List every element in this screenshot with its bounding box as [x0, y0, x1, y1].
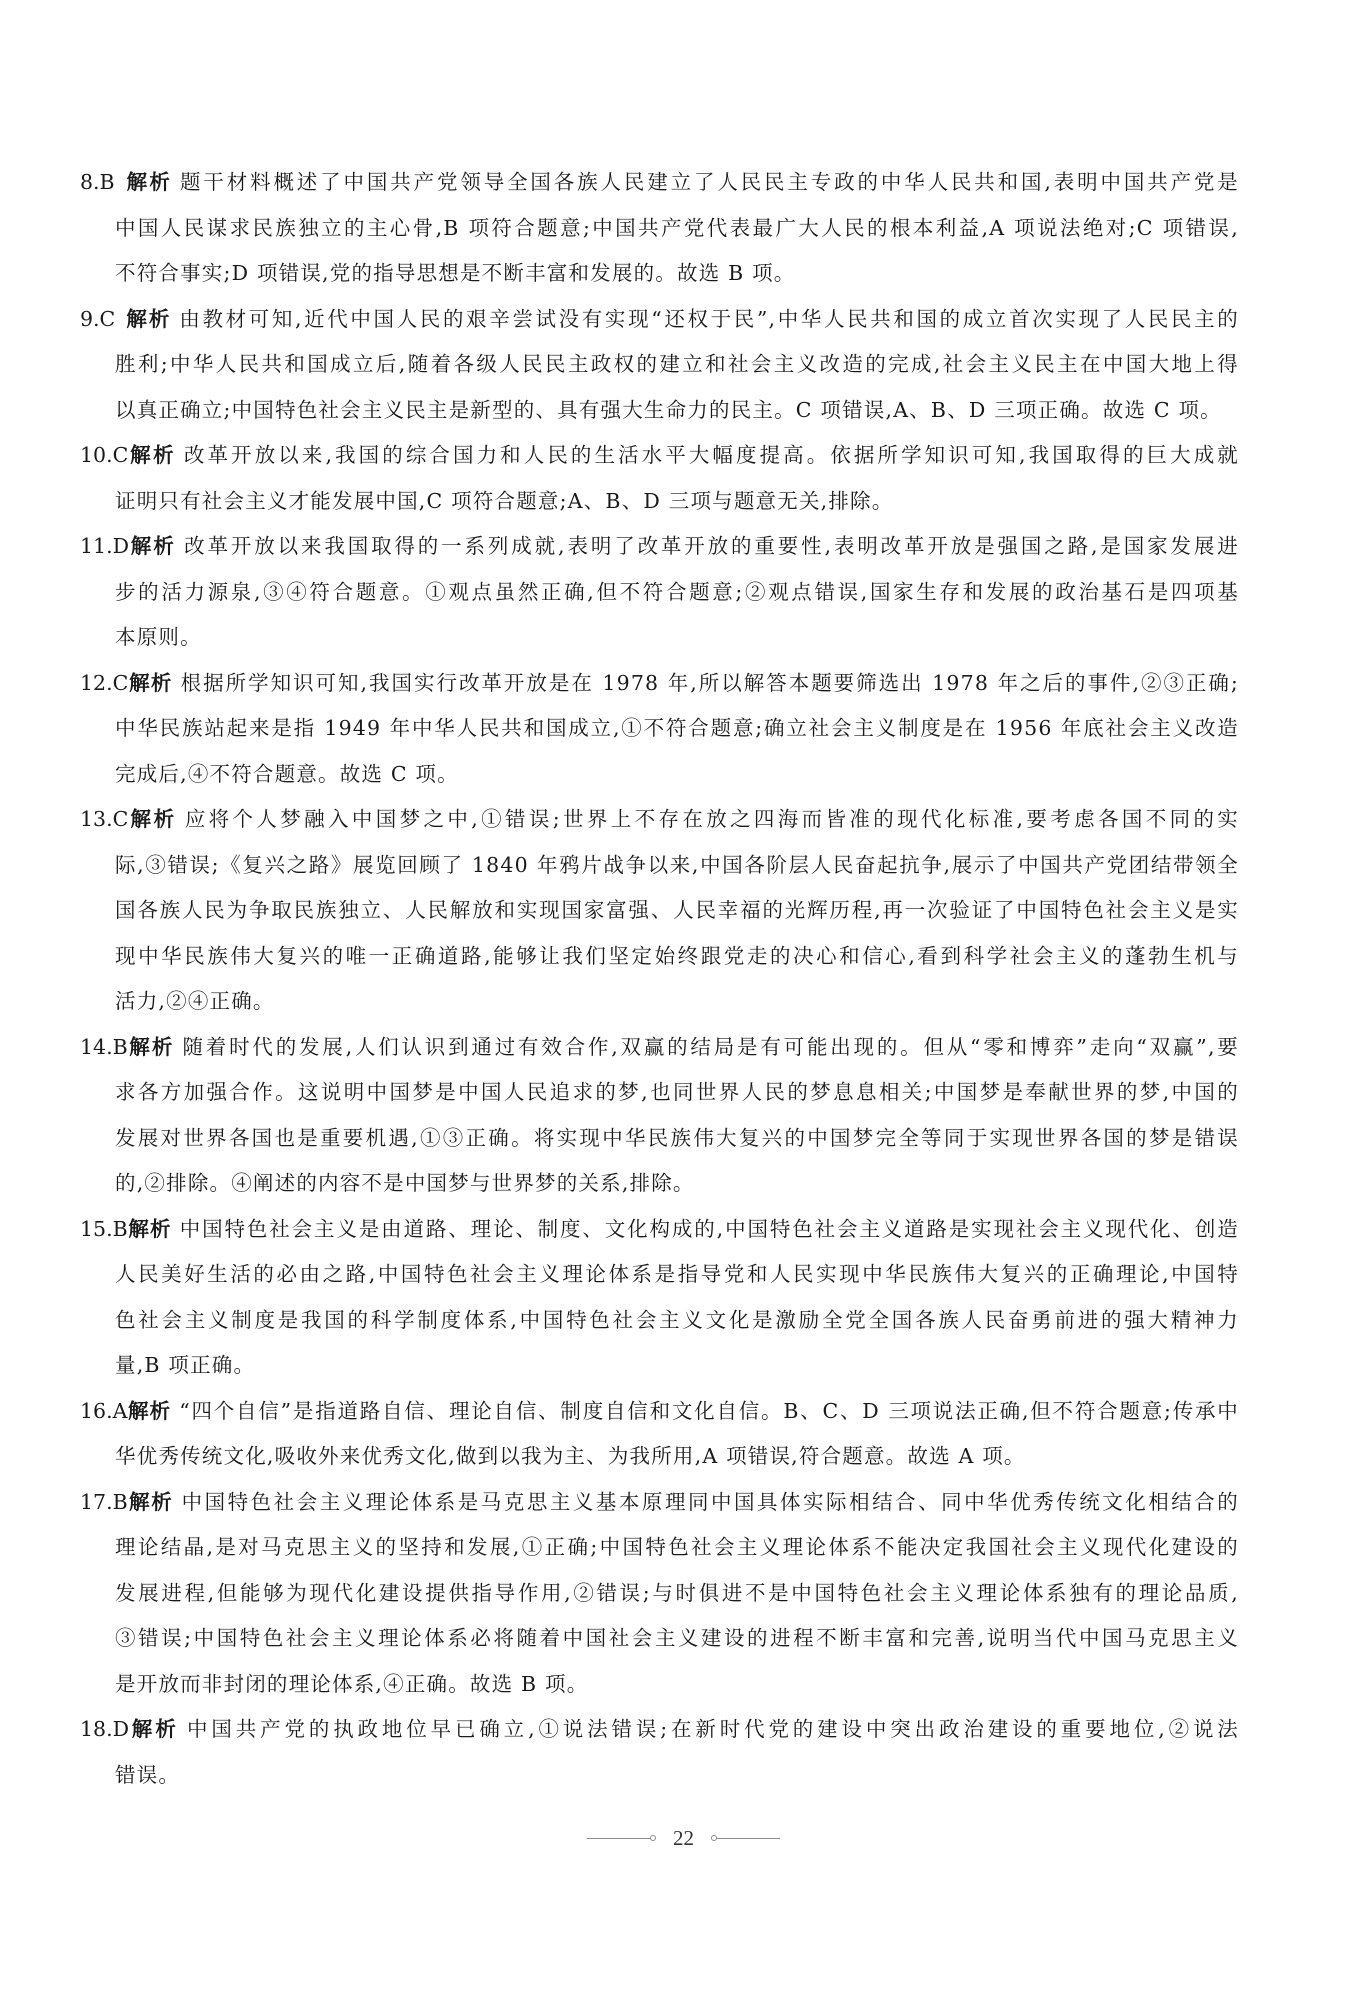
- answer-text: 中国特色社会主义理论体系是马克思主义基本原理同中国具体实际相结合、同中华优秀传统文化相结合的: [181, 1489, 1239, 1514]
- analysis-label: 解析: [125, 170, 172, 194]
- answer-line: [80, 1116, 1239, 1162]
- answer-item: [80, 1025, 1239, 1207]
- answer-line: [80, 251, 1239, 297]
- answer-item: [80, 1389, 1239, 1480]
- answer-item: [80, 1707, 1239, 1798]
- answer-line: [80, 1616, 1239, 1662]
- answer-text: 是开放而非封闭的理论体系,④正确。故选 B 项。: [115, 1671, 589, 1696]
- answer-text: 中国特色社会主义是由道路、理论、制度、文化构成的,中国特色社会主义道路是实现社会主义现代化、创造: [179, 1216, 1239, 1241]
- analysis-label: 解析: [127, 1398, 172, 1423]
- analysis-label: 解析: [129, 1717, 180, 1741]
- answer-text: 发展进程,但能够为现代化建设提供指导作用,②错误;与时俱进不是中国特色社会主义理论体系独有的理论品质,: [115, 1580, 1239, 1605]
- answer-text: 活力,②④正确。: [115, 989, 275, 1013]
- analysis-label: 解析: [125, 306, 172, 331]
- answer-text: 理论结晶,是对马克思主义的坚持和发展,①正确;中国特色社会主义理论体系不能决定我国社会主义现代化建设的: [115, 1535, 1239, 1559]
- analysis-label: 解析: [128, 670, 173, 695]
- answer-text: 际,③错误;《复兴之路》展览回顾了 1840 年鸦片战争以来,中国各阶层人民奋起抗争,展示了中国共产党团结带领全: [115, 852, 1239, 877]
- answer-text: 应将个人梦融入中国梦之中,①错误;世界上不存在放之四海而皆准的现代化标准,要考虑各国不同的实: [184, 807, 1239, 831]
- answer-line: [80, 1298, 1239, 1344]
- answer-text: 题干材料概述了中国共产党领导全国各族人民建立了人民民主专政的中华人民共和国,表明中国共产党是: [180, 170, 1239, 194]
- answer-text: 发展对世界各国也是重要机遇,①③正确。将实现中华民族伟大复兴的中国梦完全等同于实现世界各国的梦是错误: [115, 1125, 1239, 1150]
- footer-dot-icon: [650, 1835, 656, 1841]
- answer-text: 完成后,④不符合题意。故选 C 项。: [115, 761, 459, 786]
- question-number: 15.B: [80, 1216, 128, 1241]
- answer-item: [80, 433, 1239, 524]
- answer-text: 胜利;中华人民共和国成立后,随着各级人民民主政权的建立和社会主义改造的完成,社会主义民主在中国大地上得: [115, 352, 1239, 376]
- answer-text: 量,B 项正确。: [115, 1353, 256, 1377]
- answer-first-line: [80, 797, 1239, 843]
- answer-item: [80, 797, 1239, 1025]
- answer-line: [80, 479, 1239, 525]
- answer-text: 改革开放以来,我国的综合国力和人民的生活水平大幅度提高。依据所学知识可知,我国取得的巨大成就: [183, 443, 1239, 467]
- answer-first-line: [80, 661, 1239, 707]
- question-number: 9.C: [80, 306, 116, 331]
- answer-text: 不符合事实;D 项错误,党的指导思想是不断丰富和发展的。故选 B 项。: [115, 261, 796, 285]
- answer-line: [80, 388, 1239, 434]
- answer-line: [80, 1662, 1239, 1708]
- answer-first-line: [80, 1207, 1239, 1253]
- answer-line: [80, 1753, 1239, 1799]
- answer-line: [80, 752, 1239, 798]
- analysis-label: 解析: [128, 443, 176, 467]
- analysis-label: 解析: [128, 807, 177, 831]
- question-number: 10.C: [80, 443, 129, 467]
- answer-text: 的,②排除。④阐述的内容不是中国梦与世界梦的关系,排除。: [115, 1171, 695, 1195]
- answer-line: [80, 206, 1239, 252]
- question-number: 18.D: [80, 1717, 130, 1741]
- answer-item: [80, 661, 1239, 798]
- answer-item: [80, 160, 1239, 297]
- answer-line: [80, 888, 1239, 934]
- answer-text: 错误。: [115, 1762, 181, 1787]
- answer-line: [80, 615, 1239, 661]
- question-number: 17.B: [80, 1489, 128, 1514]
- answer-text: 本原则。: [115, 625, 202, 649]
- answer-line: [80, 570, 1239, 616]
- analysis-label: 解析: [127, 1034, 175, 1059]
- question-number: 13.C: [80, 807, 129, 831]
- question-number: 12.C: [80, 670, 129, 695]
- answer-line: [80, 934, 1239, 980]
- answer-text: 华优秀传统文化,吸收外来优秀文化,做到以我为主、为我所用,A 项错误,符合题意。故选 A 项。: [115, 1444, 1026, 1468]
- answer-line: [80, 1252, 1239, 1298]
- answer-line: [80, 1571, 1239, 1617]
- analysis-label: 解析: [127, 1489, 174, 1514]
- answer-first-line: [80, 1707, 1239, 1753]
- answer-text: 国各族人民为争取民族独立、人民解放和实现国家富强、人民幸福的光辉历程,再一次验证了中国特色社会主义是实: [115, 898, 1239, 922]
- question-number: 8.B: [80, 170, 115, 194]
- answer-first-line: [80, 297, 1239, 343]
- answer-text: 随着时代的发展,人们认识到通过有效合作,双赢的结局是有可能出现的。但从“零和博弈”走向“双赢”,要: [182, 1034, 1239, 1059]
- answer-line: [80, 706, 1239, 752]
- question-number: 14.B: [80, 1034, 128, 1059]
- answer-text: 求各方加强合作。这说明中国梦是中国人民追求的梦,也同世界人民的梦息息相关;中国梦是奉献世界的梦,中国的: [115, 1080, 1239, 1104]
- answer-line: [80, 1343, 1239, 1389]
- answer-text: 中国人民谋求民族独立的主心骨,B 项符合题意;中国共产党代表最广大人民的根本利益,A 项说法绝对;C 项错误,: [115, 215, 1239, 240]
- answer-text: 中华民族站起来是指 1949 年中华人民共和国成立,①不符合题意;确立社会主义制度是在 1956 年底社会主义改造: [115, 716, 1239, 740]
- answer-first-line: [80, 1480, 1239, 1526]
- question-number: 16.A: [80, 1398, 128, 1423]
- answer-text: 证明只有社会主义才能发展中国,C 项符合题意;A、B、D 三项与题意无关,排除。: [115, 488, 894, 513]
- answer-text: 以真正确立;中国特色社会主义民主是新型的、具有强大生命力的民主。C 项错误,A、B、D 三项正确。故选 C 项。: [115, 397, 1222, 422]
- answer-text: 改革开放以来我国取得的一系列成就,表明了改革开放的重要性,表明改革开放是强国之路,是国家发展进: [184, 534, 1239, 558]
- answer-line: [80, 979, 1239, 1025]
- answer-line: [80, 1434, 1239, 1480]
- answer-text: ③错误;中国特色社会主义理论体系必将随着中国社会主义建设的进程不断丰富和完善,说明当代中国马克思主义: [115, 1626, 1239, 1650]
- answer-text: “四个自信”是指道路自信、理论自信、制度自信和文化自信。B、C、D 三项说法正确,但不符合题意;传承中: [179, 1398, 1239, 1423]
- question-number: 11.D: [80, 534, 130, 558]
- analysis-label: 解析: [127, 1216, 172, 1241]
- answer-item: [80, 1480, 1239, 1708]
- answer-line: [80, 1161, 1239, 1207]
- analysis-label: 解析: [129, 534, 177, 558]
- answer-text: 现中华民族伟大复兴的唯一正确道路,能够让我们坚定始终跟党走的决心和信心,看到科学社会主义的蓬勃生机与: [115, 943, 1239, 968]
- page-number: 22: [673, 1825, 694, 1850]
- answer-line: [80, 342, 1239, 388]
- answer-line: [80, 1070, 1239, 1116]
- answer-text: 由教材可知,近代中国人民的艰辛尝试没有实现“还权于民”,中华人民共和国的成立首次实现了人民民主的: [179, 306, 1239, 331]
- answer-item: [80, 524, 1239, 661]
- answer-item: [80, 297, 1239, 434]
- answer-first-line: [80, 1389, 1239, 1435]
- answer-first-line: [80, 524, 1239, 570]
- footer-dot-icon: [711, 1835, 717, 1841]
- answer-text: 根据所学知识可知,我国实行改革开放是在 1978 年,所以解答本题要筛选出 1978 年之后的事件,②③正确;: [180, 670, 1239, 695]
- answer-text: 人民美好生活的必由之路,中国特色社会主义理论体系是指导党和人民实现中华民族伟大复兴的正确理论,中国特: [115, 1262, 1239, 1286]
- answer-text: 步的活力源泉,③④符合题意。①观点虽然正确,但不符合题意;②观点错误,国家生存和发展的政治基石是四项基: [115, 579, 1239, 604]
- answer-first-line: [80, 1025, 1239, 1071]
- answer-first-line: [80, 433, 1239, 479]
- answer-first-line: [80, 160, 1239, 206]
- answer-text: 中国共产党的执政地位早已确立,①说法错误;在新时代党的建设中突出政治建设的重要地位,②说法: [187, 1717, 1239, 1741]
- answer-list: [80, 160, 1239, 1798]
- answer-line: [80, 1525, 1239, 1571]
- footer-rule-right: [714, 1838, 780, 1839]
- answer-line: [80, 843, 1239, 889]
- page-footer: [0, 1823, 1367, 1853]
- answer-item: [80, 1207, 1239, 1389]
- footer-rule-left: [587, 1838, 653, 1839]
- answer-text: 色社会主义制度是我国的科学制度体系,中国特色社会主义文化是激励全党全国各族人民奋勇前进的强大精神力: [115, 1307, 1239, 1332]
